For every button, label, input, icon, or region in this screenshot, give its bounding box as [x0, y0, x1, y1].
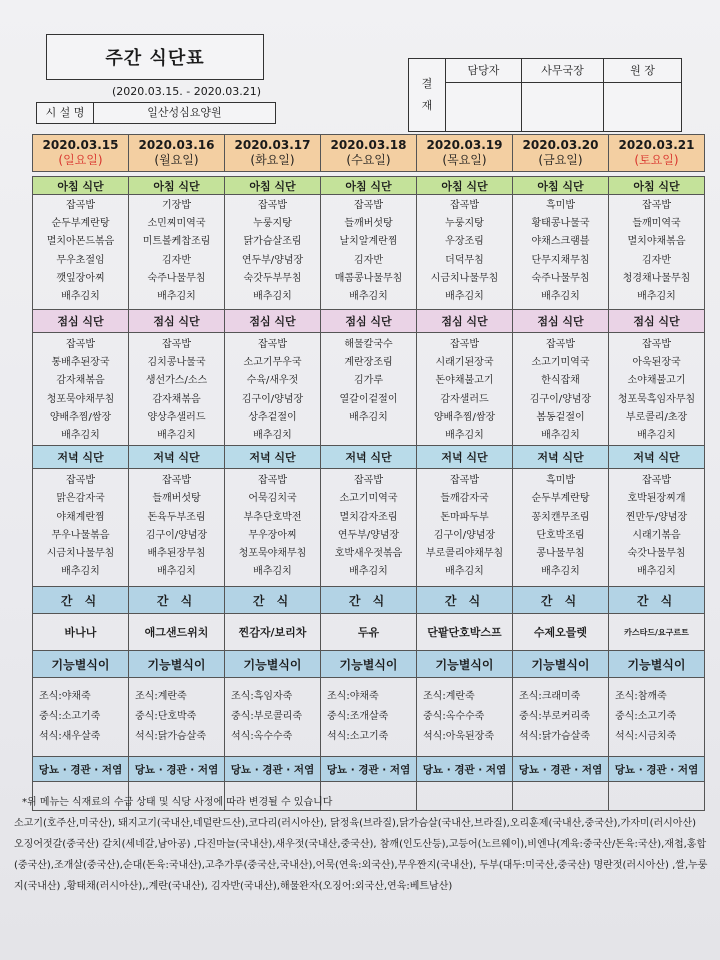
diet-type-label: 당뇨 · 경관 · 저염: [33, 757, 129, 782]
menu-item: 배추김치: [349, 411, 388, 423]
menu-item: 어묵김치국: [248, 493, 297, 505]
lunch-row: [33, 333, 705, 446]
date-cell: [417, 135, 513, 172]
snack-label: 간 식: [129, 587, 225, 614]
menu-item: 감자샐러드: [440, 393, 489, 405]
snack-label: 간 식: [225, 587, 321, 614]
menu-item: 잡곡밥: [66, 475, 95, 487]
menu-item: 배추김치: [541, 430, 580, 442]
menu-item: 날치알계란찜: [339, 236, 398, 248]
lunch-label: 점심 식단: [129, 310, 225, 333]
dinner-menu-cell: [609, 469, 705, 587]
menu-item: 잡곡밥: [354, 200, 383, 211]
menu-item: 멸치감자조림: [339, 511, 398, 523]
snack-label: 간 식: [609, 587, 705, 614]
menu-item: 무우장아찌: [248, 529, 297, 541]
menu-item: 감자채볶음: [152, 393, 201, 405]
menu-item: 배추김치: [637, 566, 676, 578]
weekday-text: (수요일): [346, 153, 391, 167]
facility-label: 시 설 명: [37, 103, 94, 123]
functional-item: 조식:흑임자죽: [231, 691, 293, 703]
weekday-text: (목요일): [442, 153, 487, 167]
menu-item: 흑미밥: [546, 475, 575, 487]
menu-item: 배추김치: [157, 430, 196, 442]
menu-item: 멸치아몬드볶음: [46, 236, 115, 248]
functional-menu-cell: [609, 678, 705, 757]
functional-item: 중식:부로커리죽: [519, 711, 590, 723]
menu-item: 통배추된장국: [51, 357, 110, 369]
menu-item: 잡곡밥: [546, 339, 575, 350]
lunch-label: 점심 식단: [609, 310, 705, 333]
menu-item: 배추김치: [253, 430, 292, 442]
breakfast-label: 아침 식단: [609, 177, 705, 195]
functional-label: 기능별식이: [129, 651, 225, 678]
functional-item: 석식:옥수수죽: [231, 731, 293, 743]
menu-item: 누룽지탕: [445, 218, 484, 230]
menu-item: 닭가슴살조림: [243, 236, 302, 248]
diet-type-label: 당뇨 · 경관 · 저염: [321, 757, 417, 782]
menu-item: 한식잡채: [541, 375, 580, 387]
date-row: [33, 135, 705, 172]
menu-item: 배추된장무침: [147, 548, 206, 560]
functional-item: 석식:소고기죽: [327, 731, 389, 743]
snack-label: 간 식: [417, 587, 513, 614]
menu-item: 김구이/양념장: [145, 529, 208, 541]
functional-menu-cell: [33, 678, 129, 757]
menu-item: 잡곡밥: [66, 200, 95, 211]
menu-item: 김구이/양념장: [241, 393, 304, 405]
menu-item: 청포묵야채무침: [46, 393, 115, 405]
menu-item: 돈육두부조림: [147, 511, 206, 523]
lunch-menu-cell: [417, 333, 513, 446]
menu-item: 들깨버섯탕: [152, 493, 201, 505]
functional-label: 기능별식이: [417, 651, 513, 678]
breakfast-label: 아침 식단: [33, 177, 129, 195]
weekly-menu-table: [32, 134, 705, 811]
menu-item: 매콤콩나물무침: [334, 272, 403, 284]
snack-row: [33, 614, 705, 651]
dinner-label: 저녁 식단: [129, 446, 225, 469]
weekday-text: (월요일): [154, 153, 199, 167]
menu-item: 양배추찜/쌈장: [49, 411, 112, 423]
functional-item: 조식:계란죽: [423, 691, 475, 703]
menu-item: 김자반: [354, 254, 383, 266]
snack-header-row: [33, 587, 705, 614]
menu-item: 양상추샐러드: [147, 411, 206, 423]
menu-item: 연두부/양념장: [337, 529, 400, 541]
menu-item: 잡곡밥: [258, 200, 287, 211]
lunch-menu-cell: [129, 333, 225, 446]
breakfast-menu-cell: [33, 195, 129, 310]
menu-item: 배추김치: [445, 430, 484, 442]
menu-item: 소고기미역국: [531, 357, 590, 369]
menu-item: 배추김치: [61, 291, 100, 303]
menu-item: 더덕무침: [445, 254, 484, 266]
functional-item: 중식:조개살죽: [327, 711, 389, 723]
menu-item: 열갈이겉절이: [339, 393, 398, 405]
date-cell: [609, 135, 705, 172]
functional-item: 조식:계란죽: [135, 691, 187, 703]
diet-type-label: 당뇨 · 경관 · 저염: [417, 757, 513, 782]
snack-item: 찐감자/보리차: [225, 614, 321, 651]
menu-item: 소고기미역국: [339, 493, 398, 505]
menu-item: 배추김치: [349, 291, 388, 303]
menu-item: 누룽지탕: [253, 218, 292, 230]
breakfast-label: 아침 식단: [321, 177, 417, 195]
menu-item: 기장밥: [162, 200, 191, 211]
functional-item: 중식:옥수수죽: [423, 711, 485, 723]
menu-item: 숙주나물무침: [531, 272, 590, 284]
dinner-menu-cell: [417, 469, 513, 587]
menu-item: 잡곡밥: [258, 339, 287, 350]
breakfast-row: [33, 195, 705, 310]
lunch-label: 점심 식단: [417, 310, 513, 333]
facility-box: [36, 102, 276, 124]
menu-item: 소민찌미역국: [147, 218, 206, 230]
dinner-label: 저녁 식단: [513, 446, 609, 469]
lunch-menu-cell: [609, 333, 705, 446]
snack-item: 애그샌드위치: [129, 614, 225, 651]
date-cell: [33, 135, 129, 172]
menu-item: 무우나물볶음: [51, 529, 110, 541]
menu-item: 아욱된장국: [632, 357, 681, 369]
dinner-label: 저녁 식단: [225, 446, 321, 469]
menu-item: 깻잎장아찌: [56, 272, 105, 284]
menu-item: 야채계란찜: [56, 511, 105, 523]
menu-item: 콩나물무침: [536, 548, 585, 560]
menu-item: 들깨미역국: [632, 218, 681, 230]
date-text: 2020.03.21: [618, 138, 695, 152]
breakfast-menu-cell: [129, 195, 225, 310]
breakfast-menu-cell: [225, 195, 321, 310]
functional-label: 기능별식이: [609, 651, 705, 678]
notes-disclaimer: *위 메뉴는 식재료의 수급 상태 및 식당 사정에 따라 변경될 수 있습니다: [22, 797, 333, 808]
sign-slot-director: [603, 83, 681, 131]
menu-item: 배추김치: [157, 566, 196, 578]
dinner-menu-cell: [225, 469, 321, 587]
menu-item: 들깨감자국: [440, 493, 489, 505]
snack-item: 카스타드/요구르트: [609, 614, 705, 651]
functional-menu-cell: [417, 678, 513, 757]
lunch-menu-cell: [33, 333, 129, 446]
lunch-header-row: [33, 310, 705, 333]
menu-item: 돈마파두부: [440, 511, 489, 523]
functional-item: 석식:아욱된장죽: [423, 731, 494, 743]
menu-item: 잡곡밥: [450, 200, 479, 211]
date-text: 2020.03.20: [522, 138, 599, 152]
functional-label: 기능별식이: [225, 651, 321, 678]
notes: [14, 792, 708, 897]
snack-item: 바나나: [33, 614, 129, 651]
menu-item: 배추김치: [61, 430, 100, 442]
approver-director: 원 장: [603, 59, 681, 83]
breakfast-label: 아침 식단: [129, 177, 225, 195]
functional-item: 중식:소고기죽: [615, 711, 677, 723]
menu-item: 배추김치: [637, 430, 676, 442]
menu-item: 배추김치: [541, 566, 580, 578]
menu-item: 꽁치캔무조림: [531, 511, 590, 523]
menu-item: 봄동겉절이: [536, 411, 585, 423]
menu-item: 부로콜리/초장: [625, 411, 688, 423]
snack-label: 간 식: [513, 587, 609, 614]
snack-item: 수제오믈렛: [513, 614, 609, 651]
menu-item: 잡곡밥: [642, 339, 671, 350]
menu-item: 순두부계란탕: [51, 218, 110, 230]
menu-item: 야채스크램블: [531, 236, 590, 248]
dinner-row: [33, 469, 705, 587]
lunch-label: 점심 식단: [33, 310, 129, 333]
functional-item: 중식:부로콜리죽: [231, 711, 302, 723]
functional-menu-cell: [321, 678, 417, 757]
sign-slot-manager: [521, 83, 603, 131]
menu-item: 잡곡밥: [354, 475, 383, 487]
menu-item: 배추김치: [253, 566, 292, 578]
menu-item: 잡곡밥: [642, 475, 671, 487]
breakfast-menu-cell: [609, 195, 705, 310]
menu-item: 우장조림: [445, 236, 484, 248]
menu-item: 숙갓나물무침: [627, 548, 686, 560]
dinner-menu-cell: [513, 469, 609, 587]
menu-item: 들깨버섯탕: [344, 218, 393, 230]
menu-item: 시금치나물무침: [430, 272, 499, 284]
menu-item: 김치콩나물국: [147, 357, 206, 369]
dinner-menu-cell: [33, 469, 129, 587]
menu-item: 배추김치: [541, 291, 580, 303]
functional-menu-cell: [513, 678, 609, 757]
page-title: 주간 식단표: [46, 34, 264, 80]
menu-item: 미트볼케찹조림: [142, 236, 211, 248]
lunch-label: 점심 식단: [225, 310, 321, 333]
menu-item: 부로콜리야채무침: [425, 548, 504, 560]
menu-item: 소고기무우국: [243, 357, 302, 369]
menu-item: 잡곡밥: [450, 475, 479, 487]
diet-type-label: 당뇨 · 경관 · 저염: [129, 757, 225, 782]
menu-item: 수육/새우젓: [246, 375, 299, 387]
breakfast-label: 아침 식단: [225, 177, 321, 195]
menu-item: 청포묵흑임자무침: [617, 393, 696, 405]
menu-item: 돈야채불고기: [435, 375, 494, 387]
menu-item: 김구이/양념장: [529, 393, 592, 405]
functional-item: 중식:단호박죽: [135, 711, 197, 723]
functional-item: 석식:닭가슴살죽: [519, 731, 590, 743]
dinner-header-row: [33, 446, 705, 469]
date-cell: [129, 135, 225, 172]
menu-item: 단무지채무침: [531, 254, 590, 266]
functional-menu-cell: [225, 678, 321, 757]
breakfast-header-row: [33, 177, 705, 195]
menu-item: 잡곡밥: [642, 200, 671, 211]
weekday-text: (화요일): [250, 153, 295, 167]
menu-item: 감자채볶음: [56, 375, 105, 387]
lunch-menu-cell: [513, 333, 609, 446]
date-text: 2020.03.18: [330, 138, 407, 152]
approval-box: [408, 58, 682, 132]
breakfast-label: 아침 식단: [513, 177, 609, 195]
snack-item: 두유: [321, 614, 417, 651]
functional-item: 조식:참깨죽: [615, 691, 667, 703]
lunch-label: 점심 식단: [513, 310, 609, 333]
date-range: (2020.03.15. - 2020.03.21): [112, 85, 262, 98]
menu-item: 맑은감자국: [56, 493, 105, 505]
menu-item: 배추김치: [253, 291, 292, 303]
menu-item: 상추겉절이: [248, 411, 297, 423]
functional-item: 조식:야채죽: [39, 691, 91, 703]
menu-item: 흑미밥: [546, 200, 575, 211]
snack-label: 간 식: [33, 587, 129, 614]
lunch-menu-cell: [225, 333, 321, 446]
functional-item: 조식:크래미죽: [519, 691, 581, 703]
dinner-label: 저녁 식단: [417, 446, 513, 469]
dinner-label: 저녁 식단: [609, 446, 705, 469]
approver-staff: 담당자: [445, 59, 521, 83]
breakfast-menu-cell: [417, 195, 513, 310]
snack-item: 단팥단호박스프: [417, 614, 513, 651]
functional-item: 조식:야채죽: [327, 691, 379, 703]
breakfast-menu-cell: [321, 195, 417, 310]
functional-item: 석식:새우살죽: [39, 731, 101, 743]
date-text: 2020.03.17: [234, 138, 311, 152]
functional-row: [33, 678, 705, 757]
notes-origin: 소고기(호주산,미국산), 돼지고기(국내산,네덜란드산),코다리(러시아산), 닭정육(브라질),닭가슴살(국내산,브라질),오리훈제(국내산,중국산),가자미(러시아산) 오징어젓갈(중국산) 갈치(세네갈,남아공) ,다진마늘(국내산),새우젓(국내산,중국산), 참깨(인도산등),고등어(노르웨이),비엔나(계육:중국산/돈육:국산),재첩,홍합(중국산),조개살(중국산),순대(돈육:국내산),고추가루(중국산,국내산),어묵(연육:외국산),무우짠지(국내산), 두부(대두:미국산,중국산) 명란젓(러시아산) ,쌀,누룽지(국내산) ,황태채(러시아산),,계란(국내산), 김자반(국내산),해물완자(오징어:외국산,연육:베트남산): [14, 818, 708, 892]
lunch-label: 점심 식단: [321, 310, 417, 333]
menu-item: 시래기볶음: [632, 529, 681, 541]
menu-item: 잡곡밥: [162, 339, 191, 350]
menu-item: 생선가스/소스: [145, 375, 208, 387]
menu-item: 연두부/양념장: [241, 254, 304, 266]
menu-item: 소야채불고기: [627, 375, 686, 387]
menu-item: 청포묵야채무침: [238, 548, 307, 560]
menu-item: 김구이/양념장: [433, 529, 496, 541]
menu-item: 순두부계란탕: [531, 493, 590, 505]
sign-slot-staff: [445, 83, 521, 131]
menu-item: 청경채나물무침: [622, 272, 691, 284]
functional-label: 기능별식이: [321, 651, 417, 678]
menu-item: 계란장조림: [344, 357, 393, 369]
menu-item: 양배추찜/쌈장: [433, 411, 496, 423]
menu-item: 멸치야채볶음: [627, 236, 686, 248]
date-text: 2020.03.19: [426, 138, 503, 152]
date-cell: [225, 135, 321, 172]
dinner-label: 저녁 식단: [321, 446, 417, 469]
diet-type-label: 당뇨 · 경관 · 저염: [513, 757, 609, 782]
breakfast-label: 아침 식단: [417, 177, 513, 195]
menu-item: 호박새우젓볶음: [334, 548, 403, 560]
menu-item: 배추김치: [61, 566, 100, 578]
diet-type-label: 당뇨 · 경관 · 저염: [609, 757, 705, 782]
functional-item: 중식:소고기죽: [39, 711, 101, 723]
menu-item: 배추김치: [637, 291, 676, 303]
menu-item: 잡곡밥: [258, 475, 287, 487]
menu-item: 김가루: [354, 375, 383, 387]
menu-item: 숙주나물무침: [147, 272, 206, 284]
approver-manager: 사무국장: [521, 59, 603, 83]
approval-label: 결 재: [421, 77, 433, 112]
functional-item: 석식:닭가슴살죽: [135, 731, 206, 743]
menu-item: 호박된장찌개: [627, 493, 686, 505]
weekday-text: (일요일): [58, 153, 103, 167]
date-text: 2020.03.15: [42, 138, 119, 152]
menu-item: 단호박조림: [536, 529, 585, 541]
date-cell: [321, 135, 417, 172]
facility-name: 일산성심요양원: [147, 106, 222, 119]
dinner-menu-cell: [129, 469, 225, 587]
snack-label: 간 식: [321, 587, 417, 614]
menu-item: 배추김치: [445, 291, 484, 303]
menu-item: 잡곡밥: [66, 339, 95, 350]
menu-item: 김자반: [162, 254, 191, 266]
menu-item: 무우초절임: [56, 254, 105, 266]
menu-item: 배추김치: [157, 291, 196, 303]
menu-item: 부추단호박전: [243, 511, 302, 523]
menu-item: 잡곡밥: [162, 475, 191, 487]
menu-item: 잡곡밥: [450, 339, 479, 350]
menu-item: 배추김치: [349, 566, 388, 578]
weekday-text: (금요일): [538, 153, 583, 167]
date-text: 2020.03.16: [138, 138, 215, 152]
functional-label: 기능별식이: [513, 651, 609, 678]
functional-label: 기능별식이: [33, 651, 129, 678]
menu-item: 시금치나물무침: [46, 548, 115, 560]
menu-item: 찐만두/양념장: [625, 511, 688, 523]
functional-item: 석식:시금치죽: [615, 731, 677, 743]
dinner-label: 저녁 식단: [33, 446, 129, 469]
lunch-menu-cell: [321, 333, 417, 446]
menu-item: 황태콩나물국: [531, 218, 590, 230]
menu-item: 숙갓두부무침: [243, 272, 302, 284]
dinner-menu-cell: [321, 469, 417, 587]
weekday-text: (토요일): [634, 153, 679, 167]
functional-menu-cell: [129, 678, 225, 757]
diet-type-label: 당뇨 · 경관 · 저염: [225, 757, 321, 782]
menu-item: 해물칼국수: [344, 339, 393, 350]
breakfast-menu-cell: [513, 195, 609, 310]
menu-item: 시래기된장국: [435, 357, 494, 369]
date-cell: [513, 135, 609, 172]
functional-header-row: [33, 651, 705, 678]
menu-item: 배추김치: [445, 566, 484, 578]
menu-item: 김자반: [642, 254, 671, 266]
diet-type-row: [33, 757, 705, 782]
